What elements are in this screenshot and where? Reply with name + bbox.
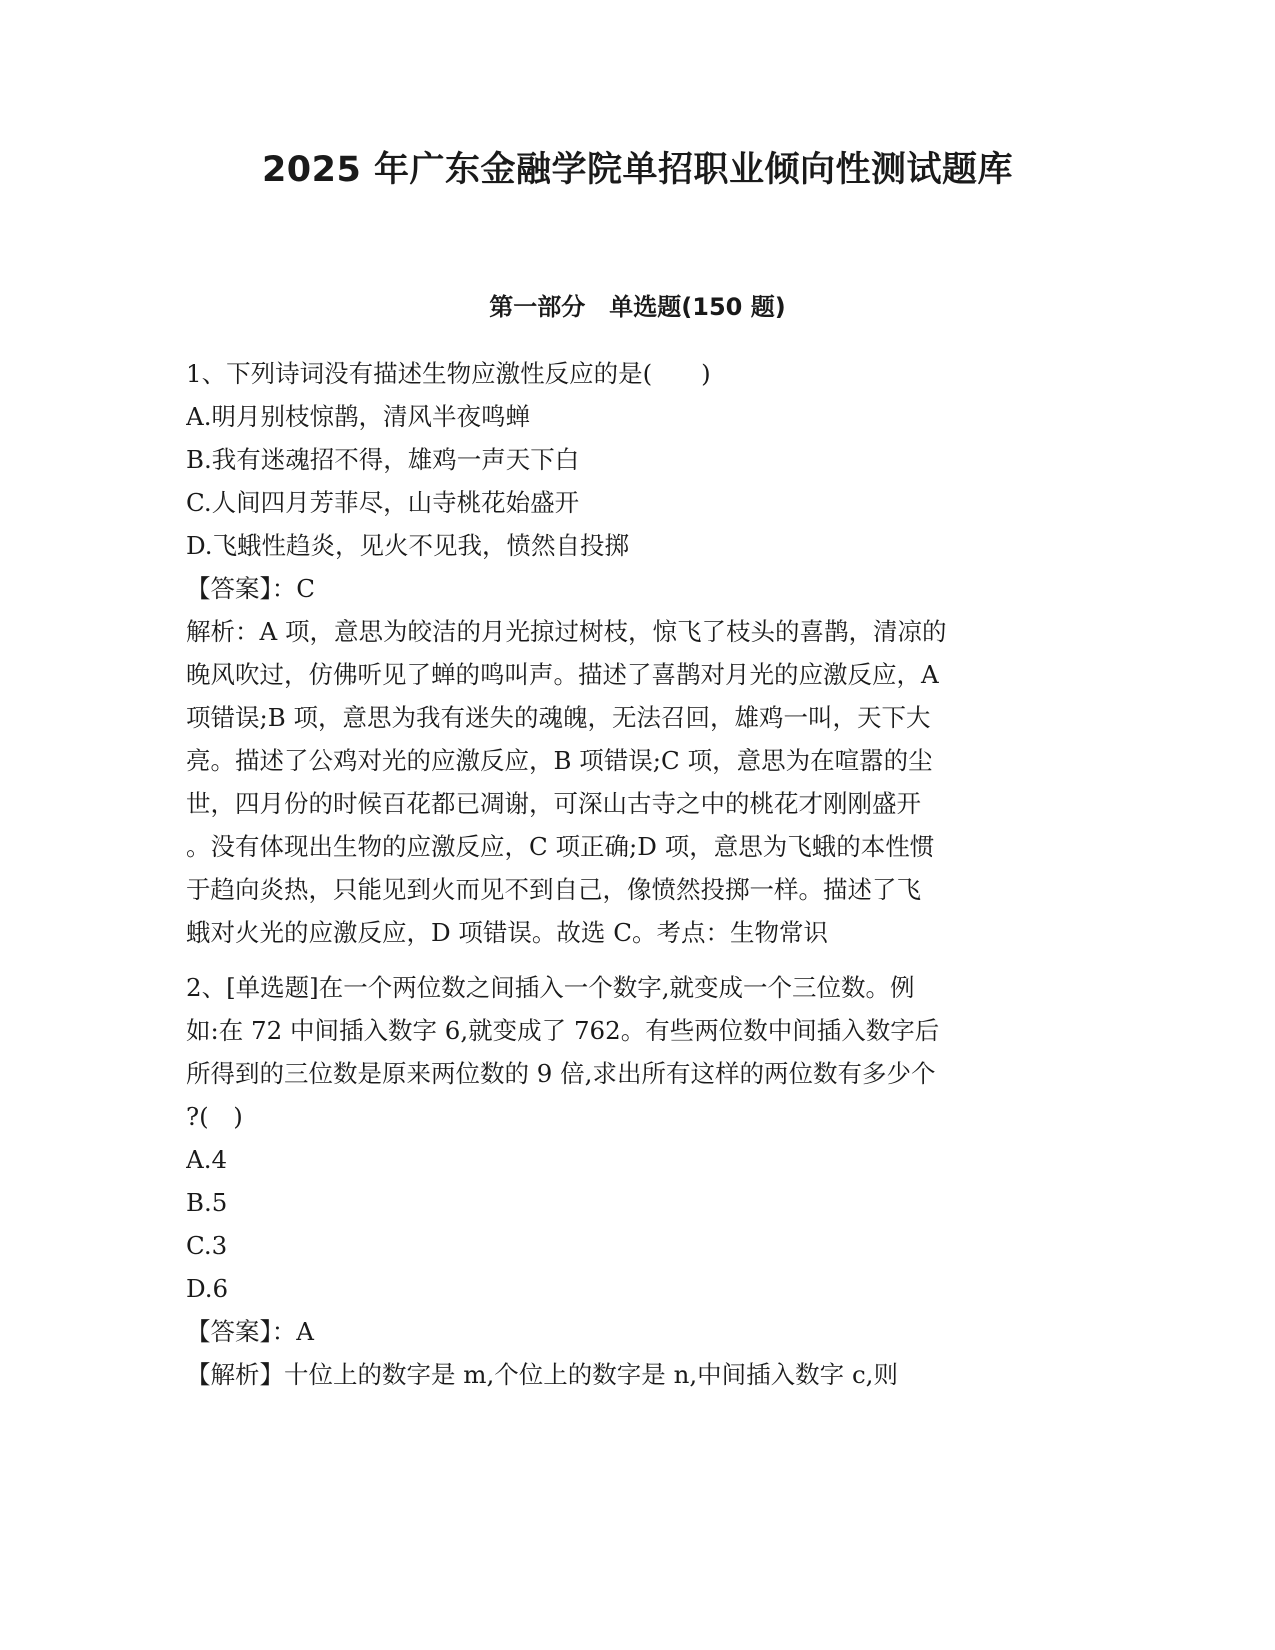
answer-line: 【答案】：A xyxy=(186,1317,314,1346)
answer-line: 【答案】：C xyxy=(186,574,315,603)
option-d: D.6 xyxy=(186,1274,229,1303)
explanation-line: 世，四月份的时候百花都已凋谢，可深山古寺之中的桃花才刚刚盛开 xyxy=(186,789,921,818)
explanation-line: 【解析】十位上的数字是 m,个位上的数字是 n,中间插入数字 c,则 xyxy=(186,1360,898,1389)
explanation-line: 。没有体现出生物的应激反应，C 项正确;D 项，意思为飞蛾的本性惯 xyxy=(186,832,935,861)
section-heading: 第一部分 单选题(150 题) xyxy=(489,293,786,321)
question-stem-line: 2、[单选题]在一个两位数之间插入一个数字,就变成一个三位数。例 xyxy=(186,973,915,1002)
explanation-line: 晚风吹过，仿佛听见了蝉的鸣叫声。描述了喜鹊对月光的应激反应，A xyxy=(186,660,939,689)
question-stem-line: ?( ) xyxy=(186,1102,243,1131)
option-c: C.人间四月芳菲尽，山寺桃花始盛开 xyxy=(186,488,580,517)
question-list xyxy=(186,352,1081,1396)
option-a: A.明月别枝惊鹊，清风半夜鸣蝉 xyxy=(186,402,530,431)
paragraph-spacer xyxy=(186,954,1081,966)
explanation-line: 于趋向炎热，只能见到火而见不到自己，像愤然投掷一样。描述了飞 xyxy=(186,875,921,904)
option-b: B.我有迷魂招不得，雄鸡一声天下白 xyxy=(186,445,580,474)
question-stem-line: 如:在 72 中间插入数字 6,就变成了 762。有些两位数中间插入数字后 xyxy=(186,1016,940,1045)
explanation-line: 蛾对火光的应激反应，D 项错误。故选 C。考点：生物常识 xyxy=(186,918,828,947)
question-stem: 1、下列诗词没有描述生物应激性反应的是( ) xyxy=(186,359,711,388)
explanation-line: 亮。描述了公鸡对光的应激反应，B 项错误;C 项，意思为在喧嚣的尘 xyxy=(186,746,933,775)
document-title: 2025 年广东金融学院单招职业倾向性测试题库 xyxy=(261,150,1014,190)
explanation xyxy=(186,610,1081,954)
option-b: B.5 xyxy=(186,1188,228,1217)
option-a: A.4 xyxy=(186,1145,228,1174)
explanation-line: 解析：A 项，意思为皎洁的月光掠过树枝，惊飞了枝头的喜鹊，清凉的 xyxy=(186,617,947,646)
option-c: C.3 xyxy=(186,1231,228,1260)
option-d: D.飞蛾性趋炎，见火不见我，愤然自投掷 xyxy=(186,531,630,560)
question-stem-line: 所得到的三位数是原来两位数的 9 倍,求出所有这样的两位数有多少个 xyxy=(186,1059,936,1088)
explanation-line: 项错误;B 项，意思为我有迷失的魂魄，无法召回，雄鸡一叫，天下大 xyxy=(186,703,931,732)
question-2 xyxy=(186,966,1081,1396)
question-1 xyxy=(186,352,1081,954)
